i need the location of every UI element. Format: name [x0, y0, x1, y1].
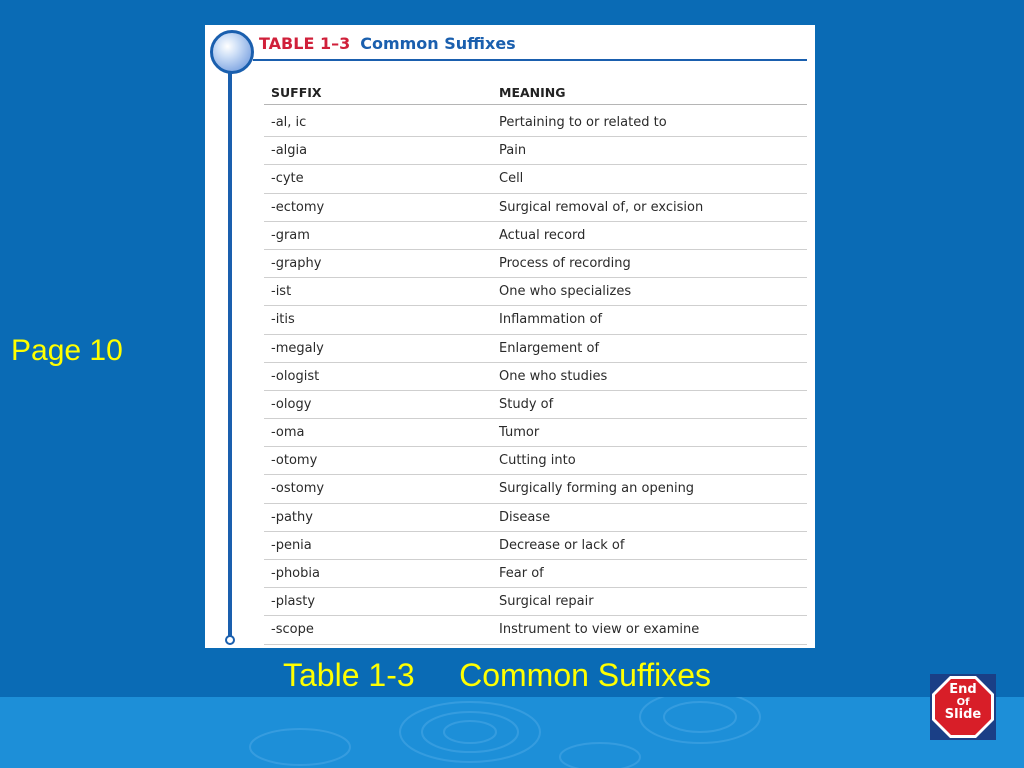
table-row [264, 194, 807, 222]
suffix-cell: -ologist [271, 368, 320, 384]
table-number: TABLE 1–3 [259, 34, 351, 53]
header-rule [264, 104, 807, 105]
suffix-cell: -algia [271, 143, 308, 159]
suffix-cell: -ist [271, 284, 292, 300]
suffix-cell: -penia [271, 537, 312, 553]
table-row [264, 335, 807, 363]
slide-label: Slide [944, 707, 982, 722]
end-label: End [949, 682, 977, 697]
meaning-cell: Decrease or lack of [499, 537, 625, 553]
column-header-meaning: MEANING [499, 85, 566, 100]
suffix-cell: -ology [271, 396, 312, 412]
meaning-cell: One who studies [499, 368, 608, 384]
suffix-cell: -gram [271, 227, 310, 243]
meaning-cell: Inflammation of [499, 312, 603, 328]
meaning-cell: Study of [499, 396, 554, 412]
meaning-cell: Surgical removal of, or excision [499, 199, 704, 215]
table-row [264, 306, 807, 334]
table-row [264, 475, 807, 503]
table-spine-line [228, 67, 232, 637]
table-row [264, 588, 807, 616]
title-rule [253, 59, 807, 61]
table-row [264, 109, 807, 137]
table-body [264, 109, 807, 645]
meaning-cell: Enlargement of [499, 340, 600, 356]
meaning-cell: Actual record [499, 227, 586, 243]
suffix-cell: -al, ic [271, 115, 307, 130]
of-label: Of [956, 697, 970, 708]
suffix-cell: -itis [271, 312, 295, 328]
meaning-cell: Instrument to view or examine [499, 622, 700, 638]
suffix-table-figure [205, 25, 815, 648]
table-title [259, 33, 516, 55]
meaning-cell: Surgical repair [499, 594, 594, 610]
suffix-cell: -megaly [271, 340, 324, 356]
meaning-cell: Disease [499, 509, 551, 525]
meaning-cell: Surgically forming an opening [499, 481, 695, 497]
table-row [264, 278, 807, 306]
page-number-label: Page 10 [11, 334, 123, 367]
suffix-cell: -ectomy [271, 199, 325, 215]
table-row [264, 137, 807, 165]
suffix-cell: -oma [271, 425, 305, 441]
circle-bullet-icon [210, 30, 254, 74]
table-row [264, 419, 807, 447]
water-ripple-decoration [0, 697, 1024, 768]
table-row [264, 560, 807, 588]
meaning-cell: Tumor [499, 425, 540, 441]
meaning-cell: Process of recording [499, 255, 631, 271]
table-row [264, 165, 807, 193]
meaning-cell: Pertaining to or related to [499, 115, 667, 130]
suffix-cell: -scope [271, 622, 314, 638]
suffix-cell: -cyte [271, 171, 304, 187]
table-row [264, 391, 807, 419]
table-row [264, 504, 807, 532]
meaning-cell: Fear of [499, 566, 544, 581]
table-row [264, 222, 807, 250]
spine-end-circle [225, 635, 235, 645]
meaning-cell: Cell [499, 171, 524, 187]
table-row [264, 363, 807, 391]
suffix-cell: -pathy [271, 509, 313, 525]
end-of-slide-button[interactable] [930, 674, 996, 740]
meaning-cell: One who specializes [499, 284, 632, 300]
column-header-suffix: SUFFIX [271, 85, 322, 100]
slide-caption: Table 1-3 Common Suffixes [283, 657, 712, 693]
bottom-band [0, 697, 1024, 768]
table-row [264, 250, 807, 278]
suffix-cell: -otomy [271, 453, 318, 469]
suffix-cell: -plasty [271, 594, 316, 610]
suffix-cell: -phobia [271, 566, 320, 581]
meaning-cell: Pain [499, 143, 527, 159]
meaning-cell: Cutting into [499, 453, 576, 469]
suffix-cell: -graphy [271, 255, 322, 271]
table-row [264, 447, 807, 475]
table-row [264, 616, 807, 644]
suffix-cell: -ostomy [271, 481, 325, 497]
table-name: Common Suffixes [360, 34, 516, 53]
table-row [264, 532, 807, 560]
